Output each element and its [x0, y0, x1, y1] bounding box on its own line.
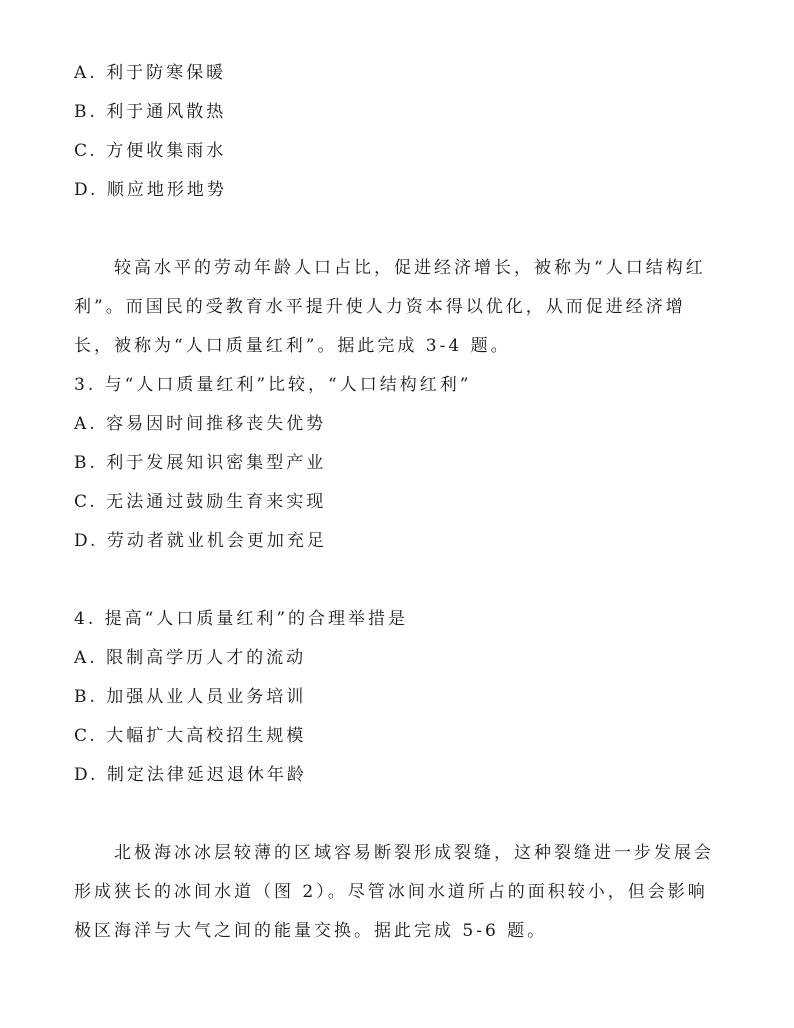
q3-option-a: A. 容易因时间推移丧失优势 — [74, 414, 327, 434]
q2-option-c: C. 方便收集雨水 — [74, 141, 227, 161]
q4-option-a: A. 限制高学历人才的流动 — [74, 648, 307, 668]
passage1-line-3: 长，被称为“人口质量红利”。据此完成 3-4 题。 — [74, 336, 511, 356]
q4-option-d: D. 制定法律延迟退休年龄 — [74, 765, 307, 785]
q2-option-d: D. 顺应地形地势 — [74, 180, 227, 200]
passage2-line-2: 形成狭长的冰间水道（图 2）。尽管冰间水道所占的面积较小，但会影响 — [74, 882, 708, 902]
passage1-line-2: 利”。而国民的受教育水平提升使人力资本得以优化，从而促进经济增 — [74, 297, 686, 317]
passage2-line-3: 极区海洋与大气之间的能量交换。据此完成 5-6 题。 — [74, 921, 548, 941]
passage2-line-1: 北极海冰冰层较薄的区域容易断裂形成裂缝，这种裂缝进一步发展会 — [114, 843, 714, 863]
q3-option-d: D. 劳动者就业机会更加充足 — [74, 531, 327, 551]
passage1-line-1: 较高水平的劳动年龄人口占比，促进经济增长，被称为“人口结构红 — [114, 258, 706, 278]
q2-option-a: A. 利于防寒保暖 — [74, 63, 227, 83]
q3-option-b: B. 利于发展知识密集型产业 — [74, 453, 327, 473]
q3-option-c: C. 无法通过鼓励生育来实现 — [74, 492, 327, 512]
q4-stem: 4. 提高“人口质量红利”的合理举措是 — [74, 609, 409, 629]
q4-option-c: C. 大幅扩大高校招生规模 — [74, 726, 307, 746]
q4-option-b: B. 加强从业人员业务培训 — [74, 687, 307, 707]
q2-option-b: B. 利于通风散热 — [74, 102, 227, 122]
q3-stem: 3. 与“人口质量红利”比较，“人口结构红利” — [74, 375, 472, 395]
